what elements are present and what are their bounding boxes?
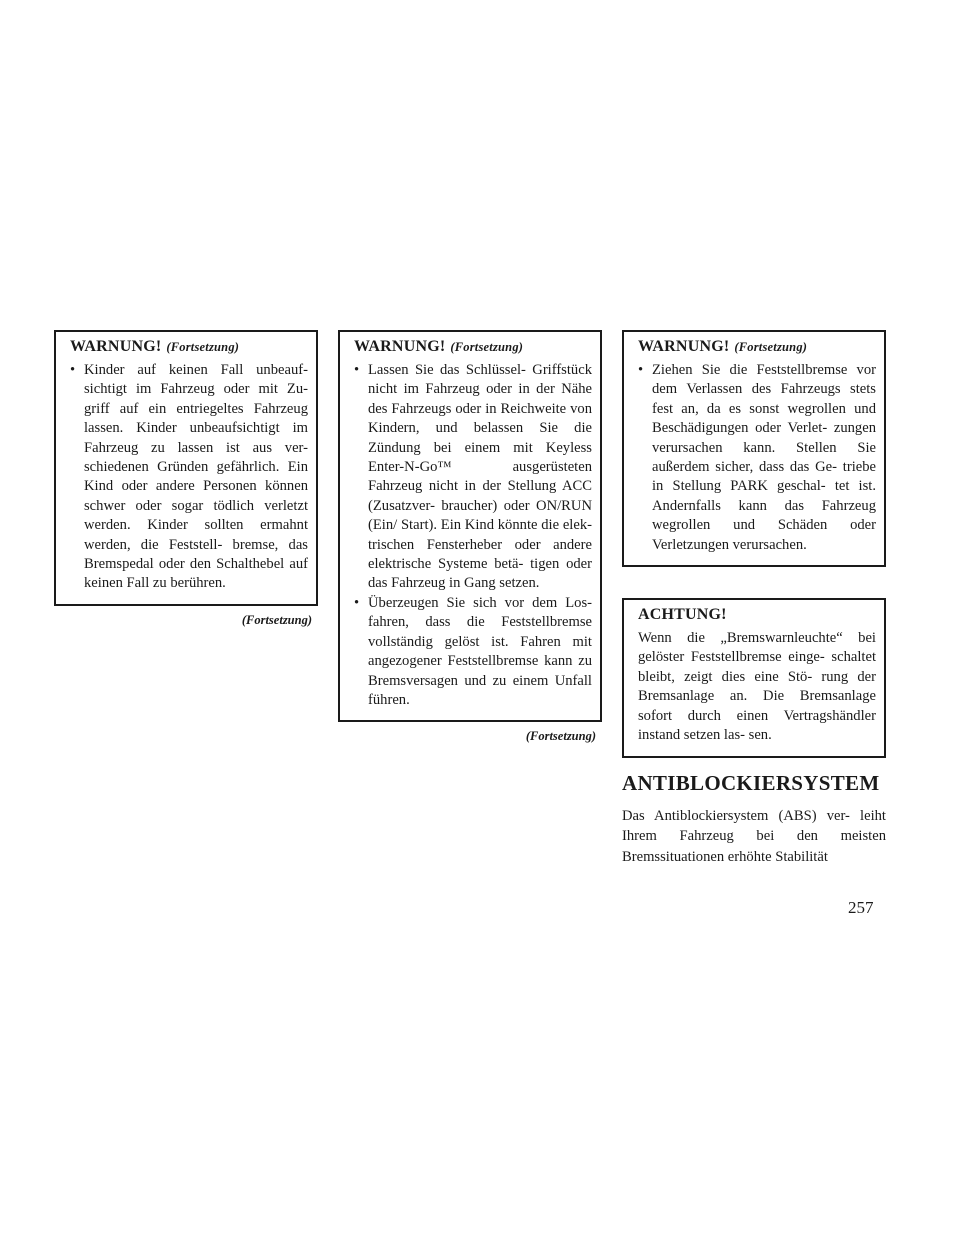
caution-box xyxy=(622,598,886,757)
column-2 xyxy=(338,330,602,744)
continued-footer: (Fortsetzung) xyxy=(525,729,596,744)
continued-footer: (Fortsetzung) xyxy=(241,612,312,627)
warning-title: WARNUNG! (Fortsetzung) xyxy=(70,338,240,355)
warning-box xyxy=(338,330,602,722)
column-3 xyxy=(622,330,886,867)
warning-continued-label: (Fortsetzung) xyxy=(450,340,524,354)
caution-title: ACHTUNG! xyxy=(638,606,727,624)
section-heading: ANTIBLOCKIERSYSTEM xyxy=(622,770,880,795)
warning-box xyxy=(54,330,318,606)
warning-continued-label: (Fortsetzung) xyxy=(734,340,808,354)
warning-bullet-item: • Kinder auf keinen Fall unbeauf- sichtigt im Fahrzeug oder mit Zu- griff auf ein entriegeltes Fahrzeug lassen. Kinder unbeaufsichtigt im Fahrzeug zu lassen ist aus ver- schiedenen Gründen gefährlich. Ein Kind oder andere Personen können schwer oder sogar tödlich verletzt werden. Kinder sollten ermahnt werden, die Feststell- bremse, das Bremspedal oder den Schalthebel auf keinen Fall zu berühren. xyxy=(70,362,308,592)
warning-box xyxy=(622,330,886,567)
warning-bullet-item: • Überzeugen Sie sich vor dem Los- fahren, dass die Feststellbremse vollständig gelöst ist. Fahren mit angezogener Feststellbremse kann zu Bremsversagen und zu einem Unfall führen. xyxy=(354,594,592,708)
warning-title: WARNUNG! (Fortsetzung) xyxy=(354,338,524,355)
page-number: 257 xyxy=(848,898,874,917)
warning-title: WARNUNG! (Fortsetzung) xyxy=(638,338,808,355)
section-body-text: Das Antiblockiersystem (ABS) ver- leiht Ihrem Fahrzeug bei den meisten Bremssituationen erhöhte Stabilität xyxy=(622,807,886,865)
caution-text: Wenn die „Bremswarnleuchte“ bei gelöster Feststellbremse einge- schaltet bleibt, zeigt dies eine Stö- rung der Bremsanlage an. Die Bremsanlage sofort durch einen Vertragshändler instand setzen las- sen. xyxy=(638,630,876,744)
column-1 xyxy=(54,330,318,628)
warning-bullet-item: • Ziehen Sie die Feststellbremse vor dem Verlassen des Fahrzeugs stets fest an, da es sonst wegrollen und Beschädigungen oder Verlet- zungen verursachen kann. Stellen Sie außerdem sicher, dass das Ge- triebe in Stellung PARK geschal- tet ist. Andernfalls kann das Fahrzeug wegrollen und Schäden oder Verletzungen verursachen. xyxy=(638,362,876,553)
warning-continued-label: (Fortsetzung) xyxy=(166,340,240,354)
warning-bullet-item: • Lassen Sie das Schlüssel- Griffstück nicht im Fahrzeug oder in der Nähe des Fahrzeugs oder in Reichweite von Kindern, und belassen Sie die Zündung bei einem mit Keyless Enter-N-Go™ ausgerüsteten Fahrzeug nicht in der Stellung ACC (Zusatzver- braucher) oder ON/RUN (Ein/ Start). Ein Kind könnte die elek- trischen Fensterheber oder andere elektrische Systeme betä- tigen oder das Fahrzeug in Gang setzen. xyxy=(354,362,592,592)
